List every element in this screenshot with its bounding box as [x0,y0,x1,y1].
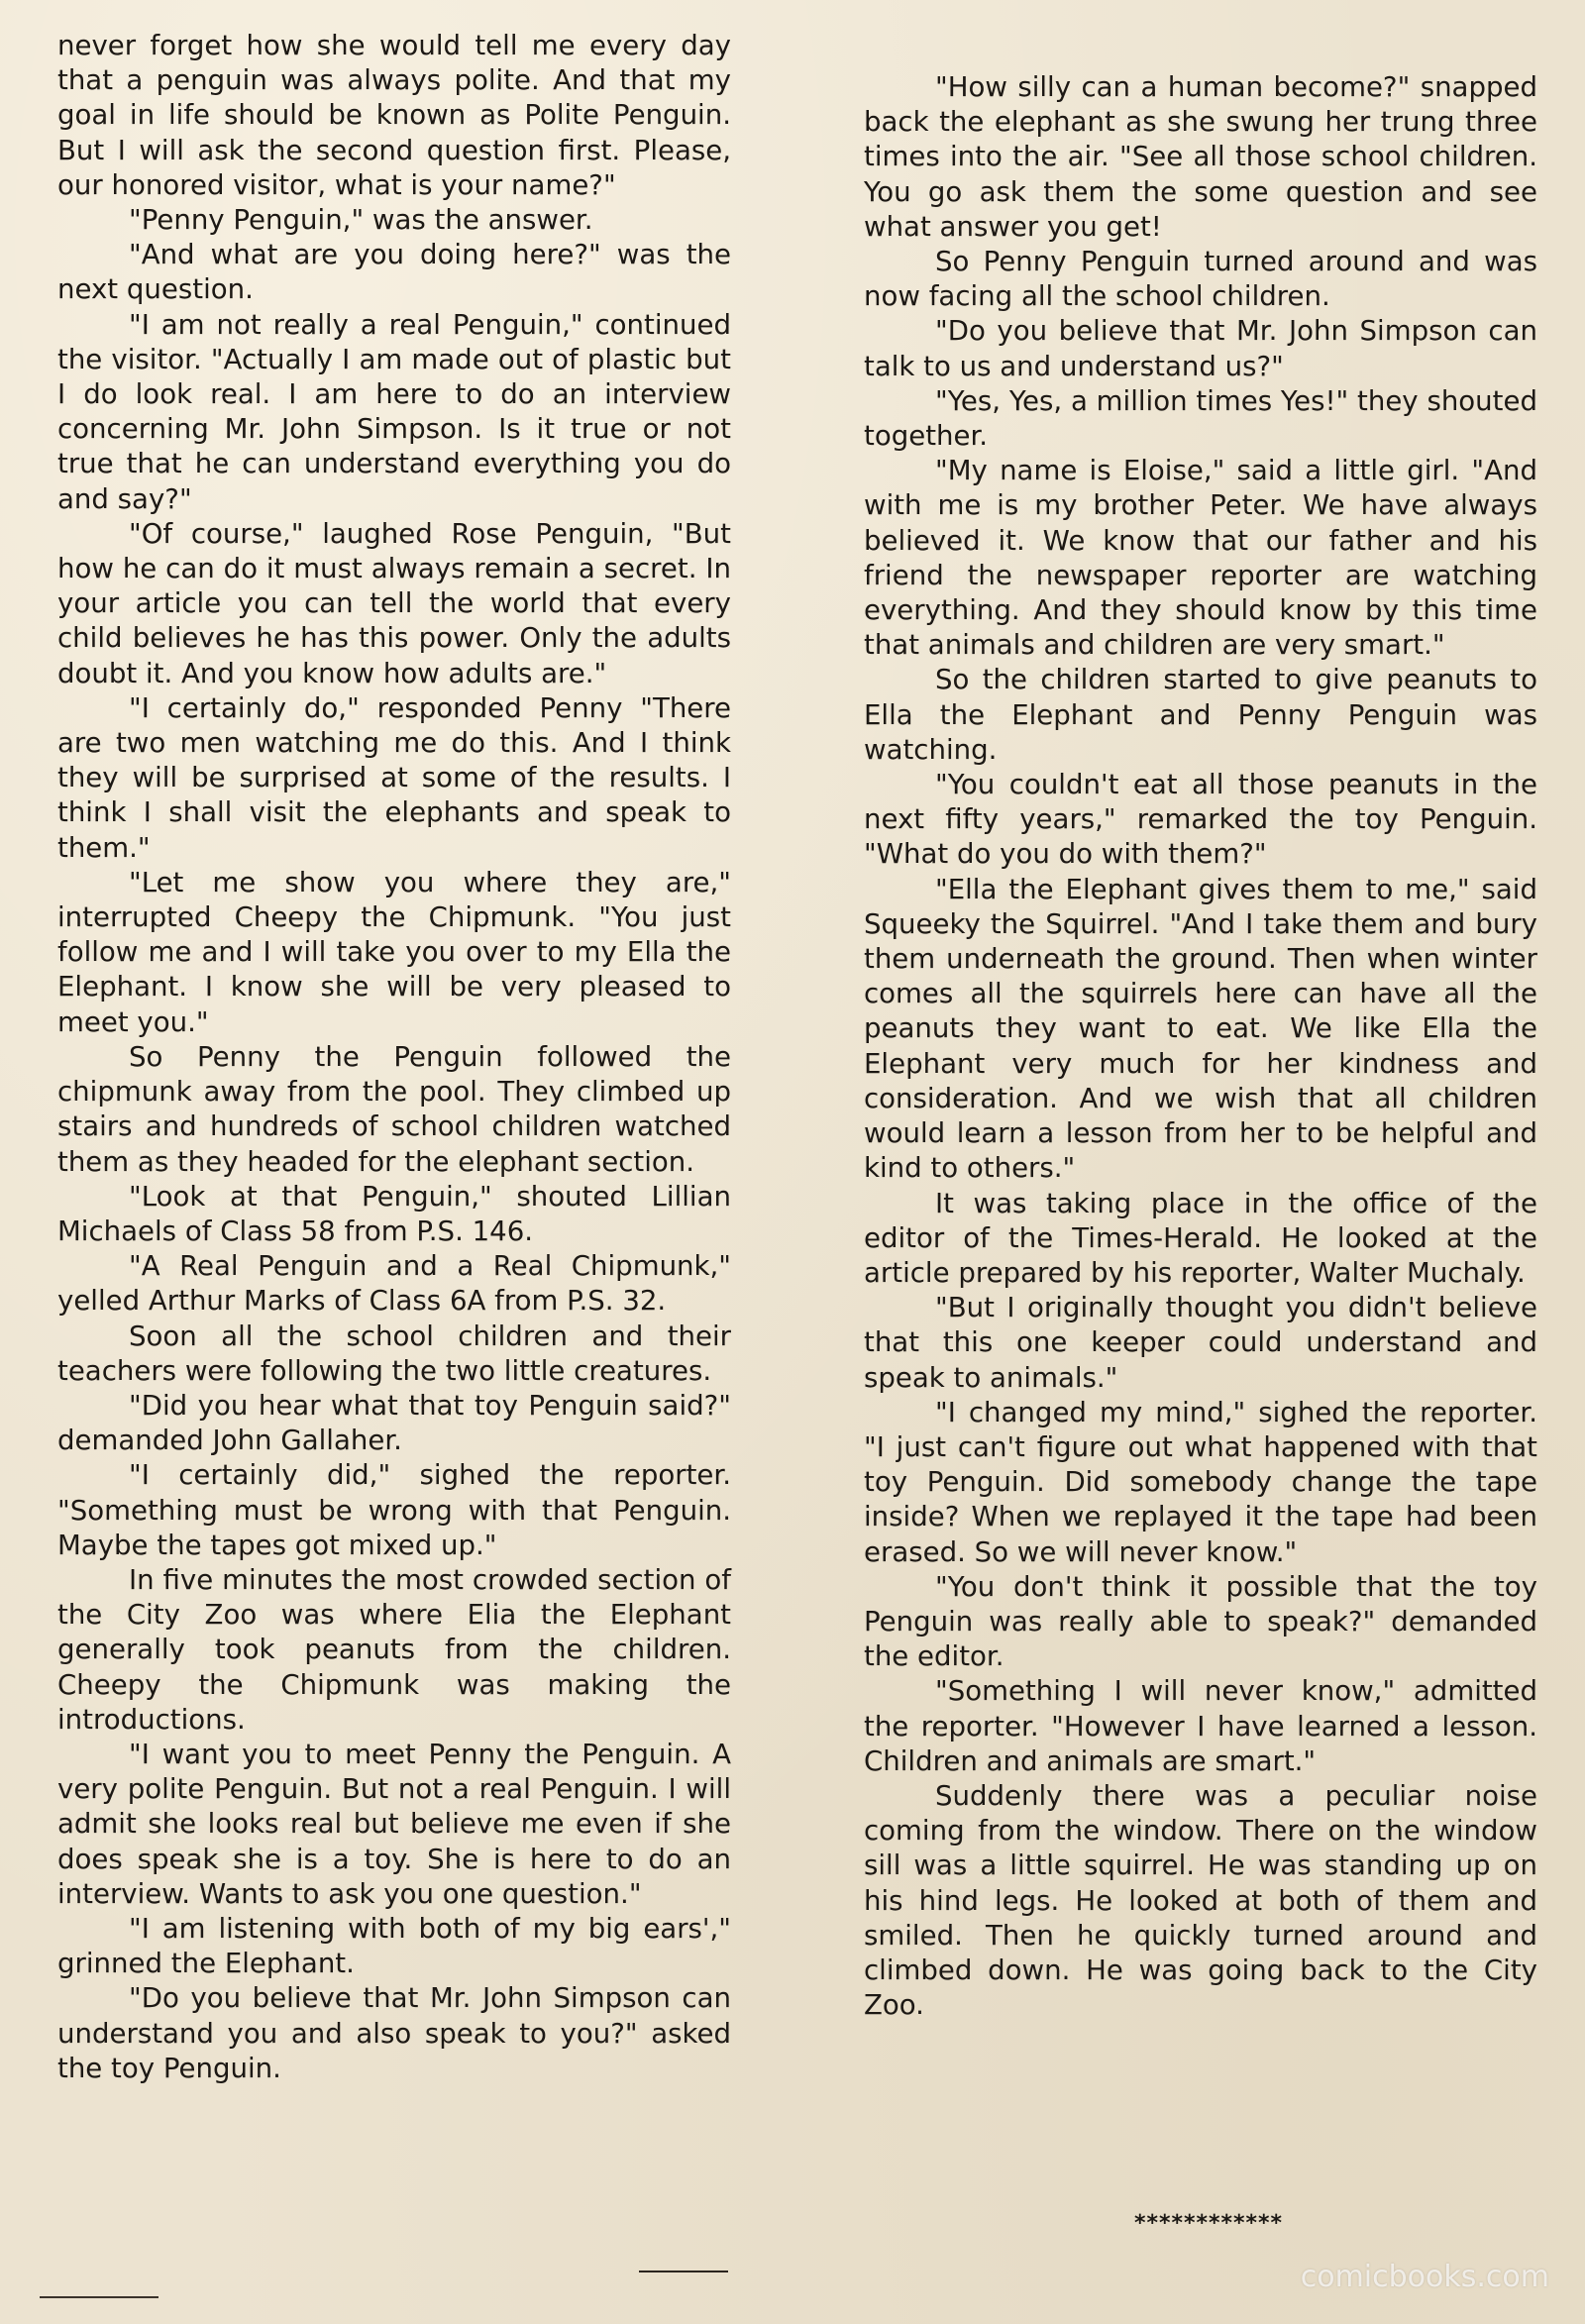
paragraph: So the children started to give peanuts to Ella the Elephant and Penny Penguin was watching. [864,663,1537,766]
paragraph: Suddenly there was a peculiar noise coming from the window. There on the window sill was a little squirrel. He was standing up on his hind legs. He looked at both of them and smiled. Then he quickly turned around and climbed down. He was going back to the City Zoo. [864,1778,1537,2022]
paragraph: "Of course," laughed Rose Penguin, "But how he can do it must always remain a secret. In your article you can tell the world that every child believes he has this power. Only the adults doubt it. And you know how adults are." [57,516,731,689]
paragraph: "I certainly do," responded Penny "There are two men watching me do this. And I think they will be surprised at some of the results. I think I shall visit the elephants and speak to them." [57,690,731,864]
end-separator: ************ [1134,2211,1284,2236]
left-rule [40,2296,158,2298]
right-column [864,69,1537,2022]
bottom-rule [639,2271,728,2272]
left-column [57,28,731,2085]
paragraph: "You don't think it possible that the toy Penguin was really able to speak?" demanded the editor. [864,1569,1537,1673]
paragraph: "But I originally thought you didn't believe that this one keeper could understand and speak to animals." [864,1291,1537,1394]
paragraph: "I certainly did," sighed the reporter. "Something must be wrong with that Penguin. Maybe the tapes got mixed up." [57,1458,731,1561]
paragraph: "I am listening with both of my big ears'," grinned the Elephant. [57,1911,731,1980]
paragraph: "A Real Penguin and a Real Chipmunk," yelled Arthur Marks of Class 6A from P.S. 32. [57,1249,731,1318]
watermark: comicbooks.com [1300,2260,1549,2294]
paragraph: "Did you hear what that toy Penguin said?" demanded John Gallaher. [57,1388,731,1457]
paragraph: Soon all the school children and their teachers were following the two little creatures. [57,1319,731,1387]
paragraph: "How silly can a human become?" snapped back the elephant as she swung her trung three times into the air. "See all those school children. You go ask them the some question and see what answer you get! [864,70,1537,243]
paragraph: In five minutes the most crowded section of the City Zoo was where Elia the Elephant generally took peanuts from the children. Cheepy the Chipmunk was making the introductions. [57,1562,731,1736]
paragraph: "Look at that Penguin," shouted Lillian Michaels of Class 58 from P.S. 146. [57,1179,731,1247]
paragraph: "Yes, Yes, a million times Yes!" they shouted together. [864,383,1537,453]
paragraph: "Do you believe that Mr. John Simpson can understand you and also speak to you?" asked the toy Penguin. [57,1981,731,2084]
paragraph: "I changed my mind," sighed the reporter. "I just can't figure out what happened with that toy Penguin. Did somebody change the tape inside? When we replayed it the tape had been erased. So we will never know." [864,1395,1537,1568]
paragraph: "Ella the Elephant gives them to me," said Squeeky the Squirrel. "And I take them and bury them underneath the ground. Then when winter comes all the squirrels here can have all the peanuts they want to eat. We like Ella the Elephant very much for her kindness and consideration. And we wish that all children would learn a lesson from her to be helpful and kind to others." [864,872,1537,1185]
paragraph: never forget how she would tell me every day that a penguin was always polite. And that my goal in life should be known as Polite Penguin. But I will ask the second question first. Please, our honored visitor, what is your name?" [57,29,731,201]
paragraph: "Do you believe that Mr. John Simpson can talk to us and understand us?" [864,314,1537,382]
paragraph: It was taking place in the office of the editor of the Times-Herald. He looked at the article prepared by his reporter, Walter Muchaly. [864,1186,1537,1289]
paragraph: "You couldn't eat all those peanuts in the next fifty years," remarked the toy Penguin. "What do you do with them?" [864,768,1537,871]
paragraph: "And what are you doing here?" was the next question. [57,238,731,306]
paragraph: So Penny the Penguin followed the chipmunk away from the pool. They climbed up stairs and hundreds of school children watched them as they headed for the elephant section. [57,1039,731,1178]
paragraph: "Penny Penguin," was the answer. [129,203,593,237]
paragraph: "Something I will never know," admitted the reporter. "However I have learned a lesson. Children and animals are smart." [864,1674,1537,1777]
paragraph: So Penny Penguin turned around and was now facing all the school children. [864,245,1537,313]
paragraph: "My name is Eloise," said a little girl. "And with me is my brother Peter. We have always believed it. We know that our father and his friend the newspaper reporter are watching everything. And they should know by this time that animals and children are very smart." [864,454,1537,662]
paragraph: "I am not really a real Penguin," continued the visitor. "Actually I am made out of plastic but I do look real. I am here to do an interview concerning Mr. John Simpson. Is it true or not true that he can understand everything you do and say?" [57,307,731,515]
paragraph: "I want you to meet Penny the Penguin. A very polite Penguin. But not a real Penguin. I will admit she looks real but believe me even if she does speak she is a toy. She is here to do an interview. Wants to ask you one question." [57,1737,731,1910]
paragraph: "Let me show you where they are," interrupted Cheepy the Chipmunk. "You just follow me and I will take you over to my Ella the Elephant. I know she will be very pleased to meet you." [57,865,731,1038]
